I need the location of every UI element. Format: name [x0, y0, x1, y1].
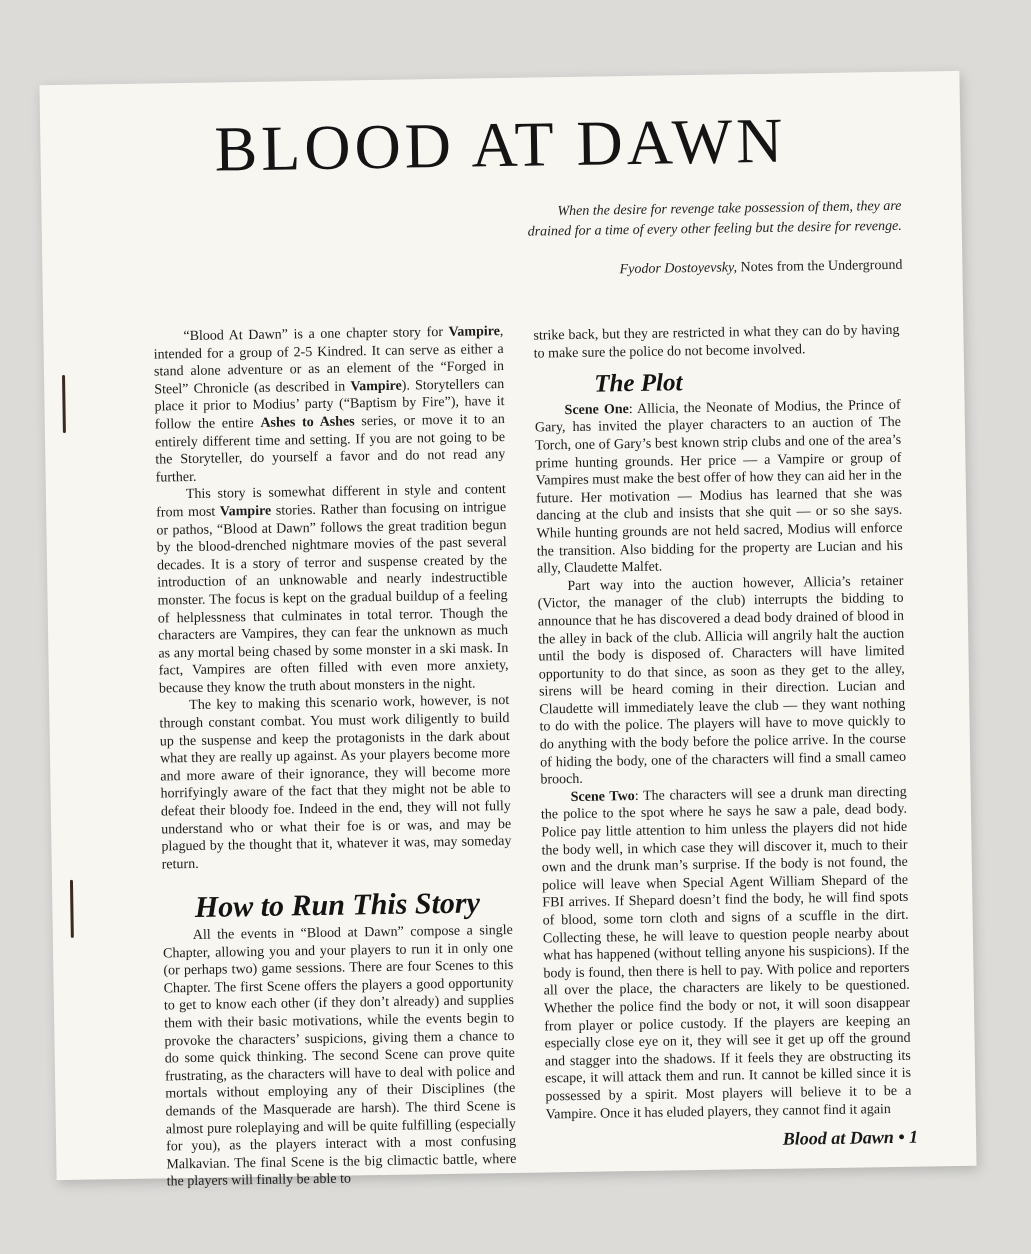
- page-footer: Blood at Dawn • 1: [782, 1126, 919, 1149]
- text-run: series, or move it to an entirely different time and setting. If you are not going to be the Storyteller, do yourself a favor and do not read any further.: [154, 411, 506, 486]
- epigraph-attribution: [202, 258, 902, 285]
- text-run: This story is somewhat different in style and content from most: [156, 482, 506, 521]
- epigraph-author: Fyodor Dostoyevsky,: [619, 260, 738, 278]
- section-heading: The Plot: [594, 369, 683, 398]
- section-heading: How to Run This Story: [194, 886, 481, 925]
- scene-label: Scene Two: [570, 788, 635, 805]
- paragraph: [156, 481, 509, 698]
- bold-term: Vampire: [219, 503, 272, 520]
- paragraph: strike back, but they are restricted in what they can do by having to make sure the police do not become involved.: [533, 322, 900, 362]
- epigraph: [201, 197, 902, 248]
- left-column: [153, 323, 517, 1191]
- text-run: : Allicia, the Neonate of Modius, the Prince of Gary, has invited the player characters to an auction of The Torch, one of Gary’s best known strip clubs and one of the area’s prime hunting grounds. Her price — a Vampire or group of Vampires must make the best offer of how they can aid her in the future. Her motivation — Modius has learned that she was dancing at the club and insists that she quit — or so she says. While hunting grounds are not held sacred, Modius will enforce the transition. Also bidding for the property are Lucian and his ally, Claudette Malfet.: [534, 397, 903, 577]
- right-column: [533, 322, 911, 1124]
- paragraph: [534, 397, 903, 579]
- text-run: “Blood At Dawn” is a one chapter story for: [183, 324, 449, 345]
- page-title: BLOOD AT DAWN: [213, 104, 787, 185]
- paragraph: [541, 784, 912, 1124]
- epigraph-source: Notes from the Underground: [740, 257, 903, 276]
- text-run: , intended for a group of 2-5 Kindred. It can serve as either a stand alone adventure or as an element of the “Forged in Steel” Chronicle (as described in: [153, 324, 505, 398]
- document-page: [39, 71, 976, 1190]
- paragraph: The key to making this scenario work, however, is not through constant combat. You must work diligently to build up the suspense and keep the protagonists in the dark about what they are really up against. As your players become more and more aware of their ignorance, they will become more horrifyingly aware of the fact that they might not be able to defeat their bloody foe. Indeed in the end, they will not fully understand who or what their foe is or was, and may be plagued by the thought that it, whatever it was, may someday return.: [159, 693, 512, 873]
- epigraph-line: When the desire for revenge take possession of them, they are: [557, 198, 902, 220]
- text-run: ). Storytellers can place it prior to Modius’ party (“Baptism by Fire”), have it follow the entire: [154, 376, 505, 433]
- text-run: stories. Rather than focusing on intrigue or pathos, “Blood at Dawn” follows the great tradition begun by the blood-drenched nightmare movies of the past several decades. It is a story of terror and suspense created by the introduction of an unknowable and nearly indestructible monster. The focus is kept on the gradual buildup of a feeling of helplessness that culminates in total terror. Though the characters are Vampires, they can fear the unknown as much as any mortal being chased by some monster in a ski mask. In fact, Vampires are often filled with even more anxiety, because they know the truth about monsters in the night.: [156, 499, 509, 697]
- epigraph-line: drained for a time of every other feeling but the desire for revenge.: [527, 218, 902, 240]
- staple: [70, 880, 74, 938]
- text-run: : The characters will see a drunk man directing the police to the spot where he says he saw a pale, dead body. Police pay little attention to him unless the players did not hide the body well, in which case they will discover it, much to their own and the drunk man’s surprise. If the body is not found, the police will leave when Special Agent William Shepard of the FBI arrives. If Shepard doesn’t find the body, he will find spots of blood, some torn cloth and signs of a scuffle in the dirt. Collecting these, he will leave to question people nearby about what has happened (without telling anyone his suspicions). If the body is found, then there is hell to pay. With police and reporters all over the place, the characters are likely to be questioned. Whether the police find the body or not, it will soon disappear from player or police custody. If the players are keeping an especially close eye on it, they will see it get up off the ground and stagger into the shadows. If it feels they are obstructing its escape, it will attack them and run. It cannot be killed since it is possessed by a spirit. Most players will believe it to be a Vampire. Once it has eluded players, they cannot find it again: [540, 784, 912, 1122]
- bold-term: Vampire: [448, 324, 501, 340]
- bold-term: Ashes to Ashes: [260, 414, 355, 431]
- paragraph: [153, 323, 505, 487]
- staple: [62, 375, 66, 433]
- bold-term: Vampire: [350, 378, 402, 395]
- paragraph: All the events in “Blood at Dawn” compose a single Chapter, allowing you and your players to run it in only one (or perhaps two) game sessions. There are four Scenes to this Chapter. The first Scene offers the players a good opportunity to get to know each other (if they don’t already) and supplies them with their basic motivations, while the events begin to provoke the characters’ suspicions, giving them a chance to do some quick thinking. The second Scene can prove quite frustrating, as the characters will have to deal with police and mortals without employing any of their Disciplines (the demands of the Masquerade are harsh). The third Scene is almost pure roleplaying and will be quite fulfilling (especially for you), as the players interact with a most confusing Malkavian. The final Scene is the big climactic battle, where the players will finally be able to: [162, 922, 517, 1190]
- paragraph: Part way into the auction however, Allicia’s retainer (Victor, the manager of the club) interrupts the bidding to announce that he has discovered a dead body drained of blood in the alley in back of the club. Allicia will angrily halt the auction until the body is disposed of. Characters will have limited opportunity to do that since, as soon as they get to the alley, sirens will be heard coming in their direction. Lucian and Claudette will immediately leave the club — they want nothing to do with the police. The players will have to move quickly to do anything with the body before the police arrive. In the course of hiding the body, one of the characters will find a small cameo brooch.: [537, 573, 907, 788]
- scene-label: Scene One: [564, 401, 629, 418]
